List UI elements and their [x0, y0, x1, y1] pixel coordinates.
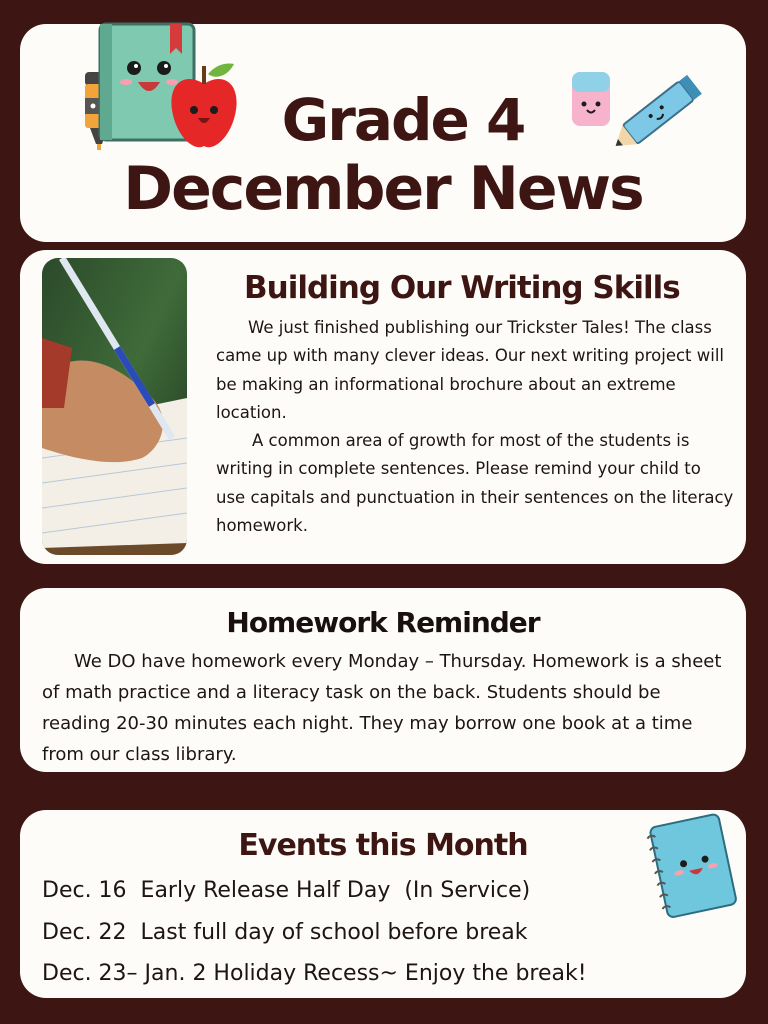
writing-photo [42, 258, 187, 555]
page-title-line-2: December News [123, 154, 643, 224]
writing-body [216, 314, 734, 540]
event-item: Dec. 23– Jan. 2 Holiday Recess~ Enjoy the break! [42, 961, 587, 986]
writing-paragraph: We just finished publishing our Trickster Tales! The class came up with many clever ideas. Our next writing project will be making an informational brochure about an extreme location. [216, 318, 725, 422]
writing-paragraph: A common area of growth for most of the students is writing in complete sentences. Please remind your child to use capitals and punctuation in their sentences on the literacy homework. [216, 431, 734, 536]
writing-heading: Building Our Writing Skills [244, 270, 680, 306]
notebook-icon [644, 810, 740, 920]
page-title-line-1: Grade 4 [281, 86, 525, 154]
event-item: Dec. 16 Early Release Half Day (In Service) [42, 878, 531, 903]
writing-skills-card [20, 250, 746, 564]
event-item: Dec. 22 Last full day of school before break [42, 919, 528, 945]
homework-paragraph: We DO have homework every Monday – Thursday. Homework is a sheet of math practice and a literacy task on the back. Students should be reading 20-30 minutes each night. They may borrow one book at a time from our class library. [42, 651, 722, 765]
homework-body [42, 646, 732, 770]
events-heading: Events this Month [238, 828, 528, 863]
events-card [20, 810, 746, 998]
homework-heading: Homework Reminder [226, 606, 540, 639]
writing-hand-image [42, 258, 187, 555]
events-list [42, 870, 587, 995]
homework-card [20, 588, 746, 772]
title-card [20, 24, 746, 242]
